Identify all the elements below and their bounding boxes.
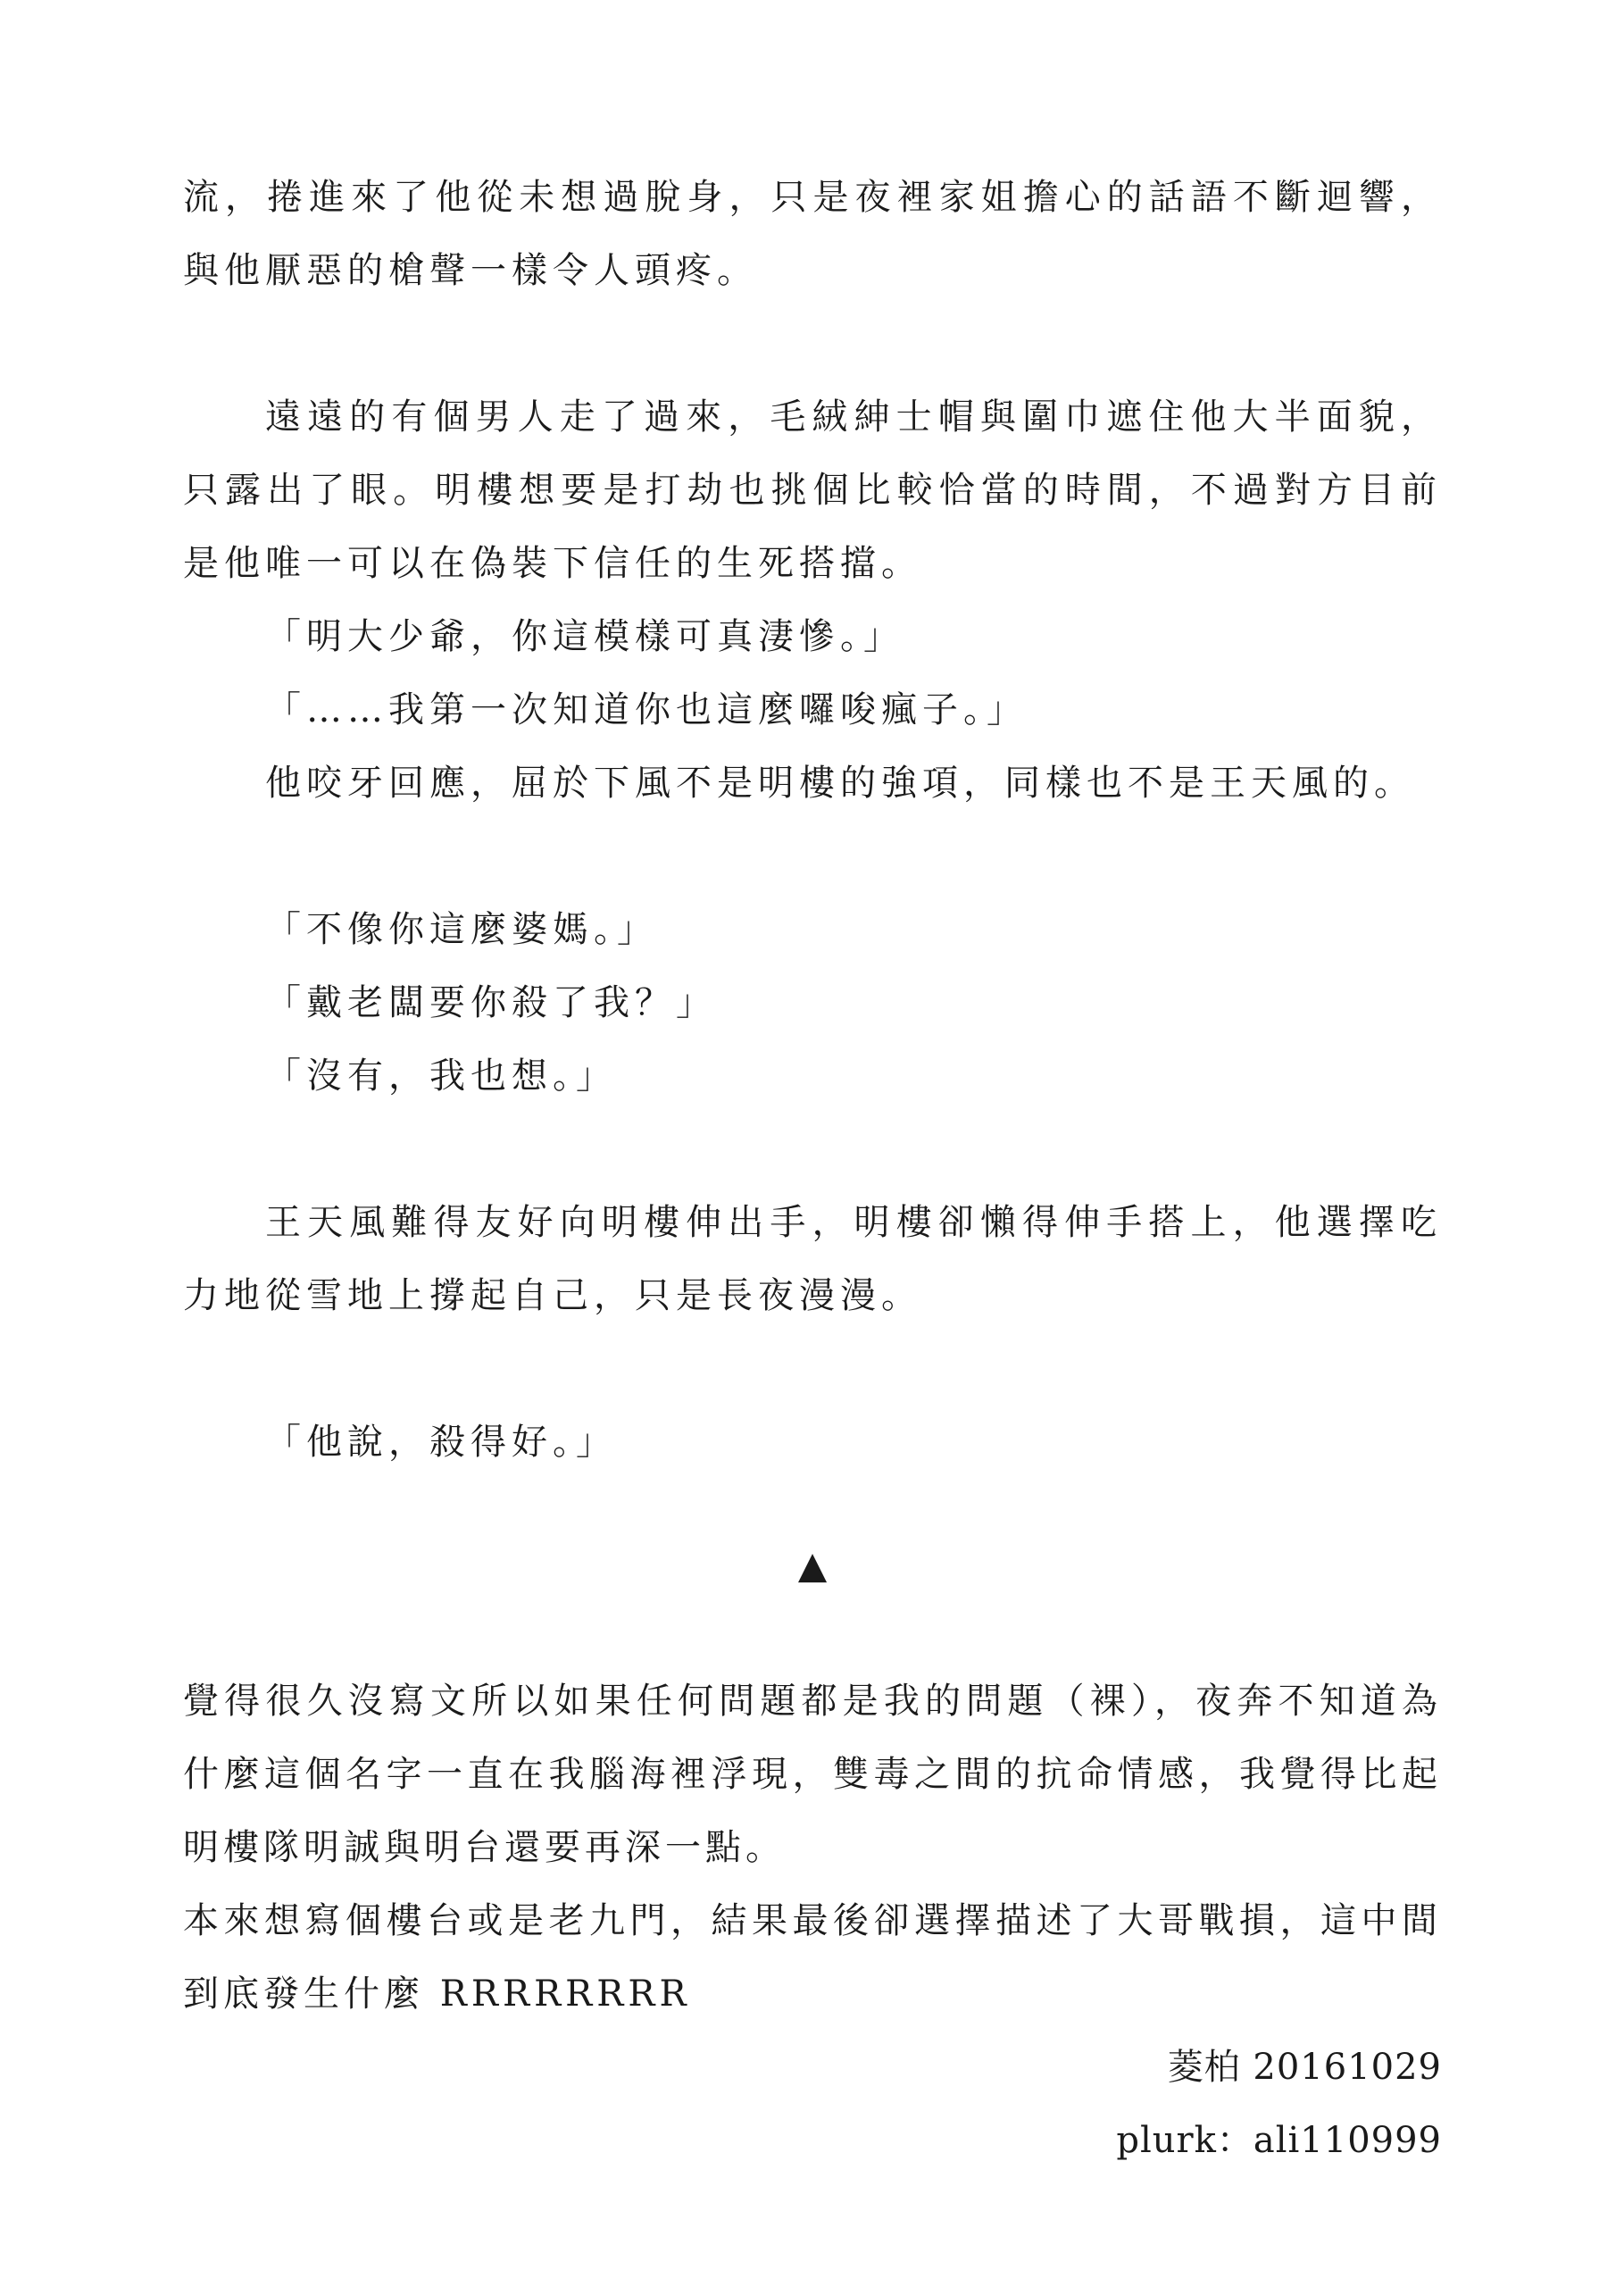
story-paragraph: 王天風難得友好向明樓伸出手，明樓卻懶得伸手搭上，他選擇吃力地從雪地上撐起自己，只是長夜漫漫。: [183, 1202, 1442, 1316]
story-paragraph: 遠遠的有個男人走了過來，毛絨紳士帽與圍巾遮住他大半面貌，只露出了眼。明樓想要是打劫也挑個比較恰當的時間，不過對方目前是他唯一可以在偽裝下信任的生死搭擋。: [183, 396, 1442, 584]
story-paragraph: 他咬牙回應，屈於下風不是明樓的強項，同樣也不是王天風的。: [265, 763, 1415, 804]
dialogue-line: 「沒有，我也想。」: [265, 1056, 617, 1097]
document-page: [183, 161, 1442, 2177]
author-signature: 菱柏 20161029: [1167, 2047, 1442, 2088]
spacer: [183, 820, 1442, 893]
spacer: [183, 307, 1442, 380]
spacer: [183, 1113, 1442, 1186]
dialogue-line: 「戴老闆要你殺了我？」: [265, 982, 717, 1023]
story-paragraph: 流，捲進來了他從未想過脫身，只是夜裡家姐擔心的話語不斷迴響，與他厭惡的槍聲一樣令人頭疼。: [183, 177, 1442, 291]
plurk-handle: plurk：ali110999: [1116, 2120, 1442, 2161]
dialogue-line: 「不像你這麼婆媽。」: [265, 909, 658, 950]
dialogue-line: 「……我第一次知道你也這麼囉唆瘋子。」: [265, 689, 1028, 730]
dialogue-line: 「他說，殺得好。」: [265, 1422, 617, 1463]
section-divider-triangle-icon: ▲: [797, 1543, 828, 1587]
afterword-paragraph: 覺得很久沒寫文所以如果任何問題都是我的問題（裸），夜奔不知道為什麼這個名字一直在我腦海裡浮現，雙毒之間的抗命情感，我覺得比起明樓隊明誠與明台還要再深一點。: [183, 1681, 1442, 1868]
dialogue-line: 「明大少爺，你這模樣可真淒慘。」: [265, 616, 904, 657]
spacer: [183, 1332, 1442, 1406]
afterword-paragraph: 本來想寫個樓台或是老九門，結果最後卻選擇描述了大哥戰損，這中間到底發生什麼 RRRRRRRR: [183, 1900, 1442, 2015]
